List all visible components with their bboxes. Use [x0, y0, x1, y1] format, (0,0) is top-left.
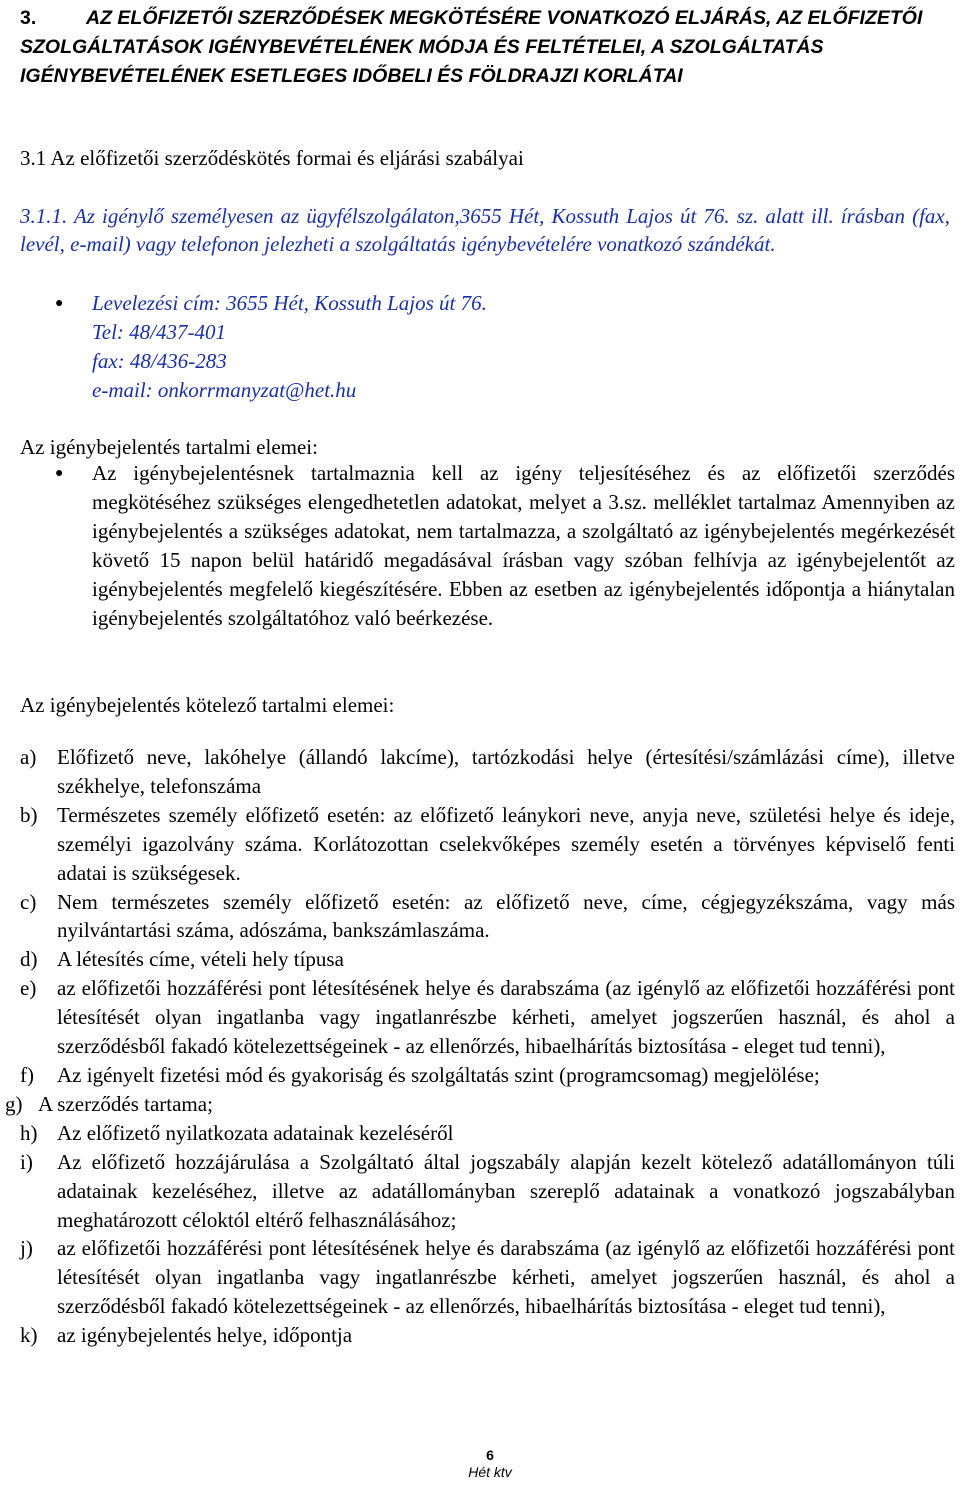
list-item-text: Az igényelt fizetési mód és gyakoriság és szolgáltatás szint (programcsomag) megjelölése;	[57, 1062, 820, 1087]
list-marker: g)	[5, 1091, 23, 1116]
list-item	[20, 1148, 955, 1235]
list-item	[20, 743, 955, 801]
list-marker: d)	[20, 947, 38, 972]
bullet-icon: ●	[55, 466, 64, 481]
subsection-title: 3.1 Az előfizetői szerződéskötés formai és eljárási szabályai	[20, 146, 524, 170]
list-item-text: az előfizetői hozzáférési pont létesítésének helye és darabszáma (az igénylő az előfizetői hozzáférési pont létesítését olyan ingatlanba vagy ingatlanrészbe kérheti, amelyet jogszerűen használ, és ahol a szerződésből fakadó kötelezettségeinek - az ellenőrzés, hibaelhárítás biztosítása - eleget tud tenni),	[57, 1236, 955, 1319]
list-marker: e)	[20, 976, 37, 1001]
list-item-text: az igénybejelentés helye, időpontja	[57, 1323, 353, 1348]
list-marker: h)	[20, 1120, 38, 1145]
list-item	[20, 801, 955, 888]
list-marker: c)	[20, 889, 37, 914]
list-item-text: A szerződés tartama;	[38, 1091, 213, 1116]
section-number: 3.	[20, 7, 37, 29]
list-item-text: Az előfizető nyilatkozata adatainak kezeléséről	[57, 1120, 454, 1145]
page-number: 6	[486, 1447, 494, 1463]
contact-address: Levelezési cím: 3655 Hét, Kossuth Lajos út 76.	[92, 291, 487, 315]
list-item	[20, 945, 955, 974]
contact-address-item	[55, 289, 487, 318]
list-item	[20, 888, 955, 946]
contact-tel: Tel: 48/437-401	[92, 320, 226, 344]
list-item	[5, 1090, 955, 1119]
page-footer	[0, 1447, 960, 1481]
bullet-icon: ●	[55, 296, 64, 311]
content-elements-paragraph	[55, 459, 955, 633]
paragraph-3-1-1: 3.1.1. Az igénylő személyesen az ügyfélszolgálaton,3655 Hét, Kossuth Lajos út 76. sz. alatt ill. írásban (fax, levél, e-mail) vagy telefonon jelezheti a szolgáltatás igénybevételére vonatkozó szándékát.	[20, 204, 950, 256]
content-elements-label: Az igénybejelentés tartalmi elemei:	[20, 435, 318, 459]
contact-fax: fax: 48/436-283	[92, 349, 227, 373]
list-marker: b)	[20, 802, 38, 827]
list-item	[20, 1119, 955, 1148]
contact-tel-item	[55, 318, 487, 347]
contact-fax-item	[55, 347, 487, 376]
list-item-text: A létesítés címe, vételi hely típusa	[57, 947, 344, 972]
footer-title: Hét ktv	[468, 1464, 512, 1480]
list-marker: j)	[20, 1236, 33, 1261]
list-item-text: az előfizetői hozzáférési pont létesítésének helye és darabszáma (az igénylő az előfizetői hozzáférési pont létesítését olyan ingatlanba vagy ingatlanrészbe kérheti, amelyet jogszerűen használ, és ahol a szerződésből fakadó kötelezettségeinek - az ellenőrzés, hibaelhárítás biztosítása - eleget tud tenni),	[57, 976, 955, 1059]
mandatory-elements-list	[5, 743, 955, 1350]
list-item	[20, 1321, 955, 1350]
list-item-text: Az előfizető hozzájárulása a Szolgáltató által jogszabály alapján kezelt kötelező adatállományon túli adatainak kezeléséhez, illetve az adatállományban szereplő adatainak a vonatkozó jogszabályban meghatározott céloktól eltérő felhasználásához;	[57, 1149, 955, 1232]
list-marker: i)	[20, 1149, 33, 1174]
list-item-text: Előfizető neve, lakóhelye (állandó lakcíme), tartózkodási helye (értesítési/számlázási címe), illetve székhelye, telefonszáma	[57, 745, 955, 798]
list-item-text: Természetes személy előfizető esetén: az előfizető leánykori neve, anyja neve, születési helye és ideje, személyi igazolvány száma. Korlátozottan cselekvőképes személy esetén a törvényes képviselő fenti adatai is szükségesek.	[57, 802, 955, 885]
list-item	[20, 1234, 955, 1321]
contact-list	[55, 289, 487, 405]
content-elements-text: Az igénybejelentésnek tartalmaznia kell az igény teljesítéséhez és az előfizetői szerződés megkötéséhez szükséges elengedhetetlen adatokat, melyet a 3.sz. melléklet tartalmaz Amennyiben az igénybejelentés a szükséges adatokat, nem tartalmazza, a szolgáltató az igénybejelentés megérkezését követő 15 napon belül határidő megadásával írásban vagy szóban felhívja az igénybejelentőt az igénybejelentés megfelelő kiegészítésére. Ebben az esetben az igénybejelentés időpontja a hiánytalan igénybejelentés szolgáltatóhoz való beérkezése.	[92, 461, 955, 630]
list-marker: k)	[20, 1323, 38, 1348]
list-marker: a)	[20, 745, 37, 769]
contact-email: e-mail: onkorrmanyzat@het.hu	[92, 378, 357, 402]
mandatory-elements-label: Az igénybejelentés kötelező tartalmi elemei:	[20, 693, 395, 717]
contact-email-item	[55, 376, 487, 405]
list-item	[20, 1061, 955, 1090]
list-marker: f)	[20, 1062, 34, 1087]
list-item-text: Nem természetes személy előfizető esetén: az előfizető neve, címe, cégjegyzékszáma, vagy más nyilvántartási száma, adószáma, bankszámlaszáma.	[57, 889, 955, 943]
section-title: AZ ELŐFIZETŐI SZERZŐDÉSEK MEGKÖTÉSÉRE VONATKOZÓ ELJÁRÁS, AZ ELŐFIZETŐI SZOLGÁLTATÁSOK IGÉNYBEVÉTELÉNEK MÓDJA ÉS FELTÉTELEI, A SZOLGÁLTATÁS IGÉNYBEVÉTELÉNEK ESETLEGES IDŐBELI ÉS FÖLDRAJZI KORLÁTAI	[20, 7, 923, 87]
section-heading	[20, 4, 945, 91]
list-item	[20, 974, 955, 1061]
